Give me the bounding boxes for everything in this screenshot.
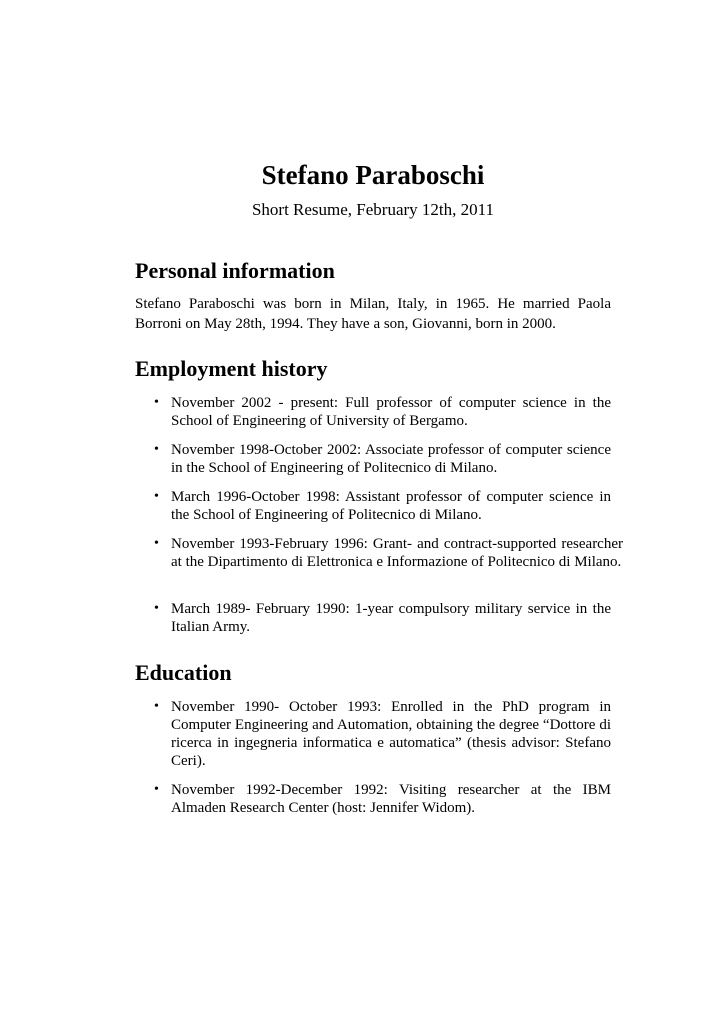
personal-information-text: Stefano Paraboschi was born in Milan, Italy, in 1965. He married Paola Borroni on May 28th, 1994. They have a son, Giovanni, born in 2000.	[135, 296, 611, 332]
education-item-text: November 1990- October 1993: Enrolled in the PhD program in Computer Engineering and Automation, obtaining the degree “Dottore di ricerca in ingegneria informatica e automatica” (thesis advisor: Stefano Ceri).	[171, 699, 611, 769]
list-item	[135, 394, 611, 430]
education-heading: Education	[135, 660, 232, 685]
employment-item-text: November 1998-October 2002: Associate professor of computer science in the School of Engineering of Politecnico di Milano.	[171, 442, 611, 476]
education-item-text: November 1992-December 1992: Visiting researcher at the IBM Almaden Research Center (host: Jennifer Widom).	[171, 782, 611, 816]
employment-item-text: March 1996-October 1998: Assistant professor of computer science in the School of Engineering of Politecnico di Milano.	[171, 489, 611, 523]
page-title: Stefano Paraboschi	[261, 160, 485, 190]
list-item	[135, 698, 611, 770]
bullet-icon: •	[154, 782, 159, 797]
bullet-icon: •	[154, 395, 159, 410]
bullet-icon: •	[154, 536, 159, 551]
bullet-icon: •	[154, 489, 159, 504]
personal-information-heading: Personal information	[135, 258, 335, 283]
employment-item-text: November 2002 - present: Full professor of computer science in the School of Engineering of University of Bergamo.	[171, 395, 611, 429]
employment-history-heading: Employment history	[135, 356, 328, 381]
list-item	[135, 781, 611, 817]
bullet-icon: •	[154, 601, 159, 616]
list-item	[135, 441, 611, 477]
bullet-icon: •	[154, 699, 159, 714]
list-item	[135, 600, 611, 636]
page-subtitle: Short Resume, February 12th, 2011	[251, 200, 495, 219]
list-item	[135, 535, 623, 571]
bullet-icon: •	[154, 442, 159, 457]
list-item	[135, 488, 611, 524]
employment-item-text: November 1993-February 1996: Grant- and contract-supported researcher at the Dipartimento di Elettronica e Informazione of Politecnico di Milano.	[171, 536, 623, 570]
employment-item-text: March 1989- February 1990: 1-year compulsory military service in the Italian Army.	[171, 601, 611, 635]
